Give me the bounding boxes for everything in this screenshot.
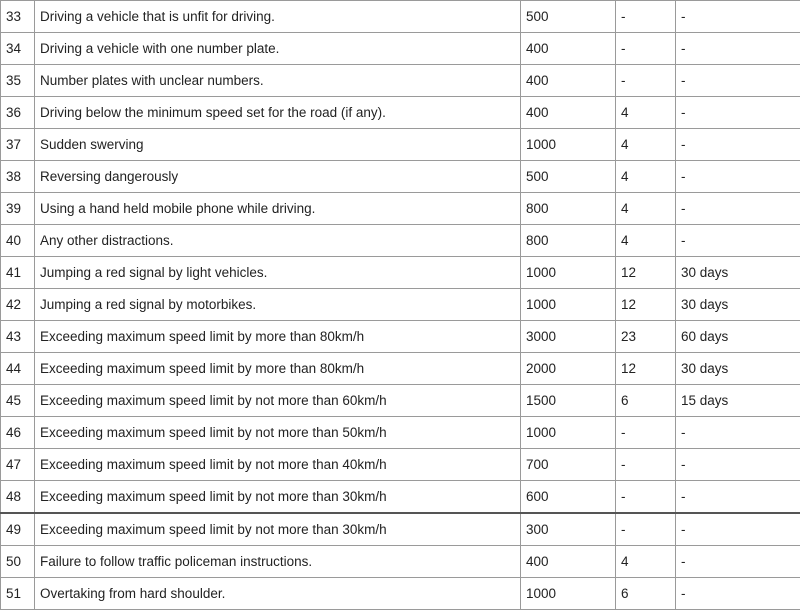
- black-points: 4: [616, 225, 676, 257]
- row-number: 45: [1, 385, 35, 417]
- fine-amount: 1000: [521, 129, 616, 161]
- impound-period: 15 days: [676, 385, 800, 417]
- table-row: [1, 385, 800, 417]
- table-row: [1, 33, 800, 65]
- offence-description: Exceeding maximum speed limit by not more than 40km/h: [35, 449, 521, 481]
- table-row: [1, 481, 800, 514]
- fine-amount: 2000: [521, 353, 616, 385]
- row-number: 48: [1, 481, 35, 514]
- row-number: 37: [1, 129, 35, 161]
- table-row: [1, 417, 800, 449]
- offence-description: Exceeding maximum speed limit by not more than 30km/h: [35, 481, 521, 514]
- offence-description: Exceeding maximum speed limit by not more than 50km/h: [35, 417, 521, 449]
- row-number: 51: [1, 578, 35, 610]
- offence-description: Jumping a red signal by light vehicles.: [35, 257, 521, 289]
- row-number: 40: [1, 225, 35, 257]
- black-points: 4: [616, 129, 676, 161]
- fine-amount: 1500: [521, 385, 616, 417]
- row-number: 43: [1, 321, 35, 353]
- fine-amount: 300: [521, 513, 616, 546]
- fine-amount: 400: [521, 65, 616, 97]
- black-points: -: [616, 65, 676, 97]
- offence-description: Number plates with unclear numbers.: [35, 65, 521, 97]
- black-points: 12: [616, 289, 676, 321]
- offence-description: Driving below the minimum speed set for the road (if any).: [35, 97, 521, 129]
- black-points: 4: [616, 97, 676, 129]
- fine-amount: 800: [521, 225, 616, 257]
- black-points: -: [616, 449, 676, 481]
- impound-period: -: [676, 129, 800, 161]
- impound-period: 30 days: [676, 257, 800, 289]
- offence-description: Exceeding maximum speed limit by not more than 30km/h: [35, 513, 521, 546]
- impound-period: -: [676, 97, 800, 129]
- impound-period: -: [676, 1, 800, 33]
- offence-description: Driving a vehicle with one number plate.: [35, 33, 521, 65]
- table-row: [1, 449, 800, 481]
- table-row: [1, 65, 800, 97]
- row-number: 46: [1, 417, 35, 449]
- black-points: 4: [616, 161, 676, 193]
- row-number: 38: [1, 161, 35, 193]
- black-points: -: [616, 33, 676, 65]
- impound-period: -: [676, 65, 800, 97]
- black-points: -: [616, 481, 676, 514]
- fine-amount: 1000: [521, 417, 616, 449]
- black-points: 12: [616, 353, 676, 385]
- table-row: [1, 129, 800, 161]
- row-number: 42: [1, 289, 35, 321]
- table-row: [1, 193, 800, 225]
- offence-description: Exceeding maximum speed limit by more than 80km/h: [35, 321, 521, 353]
- offence-description: Sudden swerving: [35, 129, 521, 161]
- row-number: 34: [1, 33, 35, 65]
- black-points: 4: [616, 546, 676, 578]
- row-number: 47: [1, 449, 35, 481]
- table-row: [1, 257, 800, 289]
- impound-period: 30 days: [676, 353, 800, 385]
- impound-period: 60 days: [676, 321, 800, 353]
- fine-amount: 500: [521, 161, 616, 193]
- impound-period: -: [676, 417, 800, 449]
- impound-period: -: [676, 449, 800, 481]
- impound-period: 30 days: [676, 289, 800, 321]
- black-points: -: [616, 513, 676, 546]
- offence-description: Failure to follow traffic policeman instructions.: [35, 546, 521, 578]
- black-points: 12: [616, 257, 676, 289]
- impound-period: -: [676, 578, 800, 610]
- impound-period: -: [676, 193, 800, 225]
- fine-amount: 400: [521, 33, 616, 65]
- row-number: 35: [1, 65, 35, 97]
- impound-period: -: [676, 225, 800, 257]
- fine-amount: 500: [521, 1, 616, 33]
- offence-description: Using a hand held mobile phone while driving.: [35, 193, 521, 225]
- fine-amount: 1000: [521, 289, 616, 321]
- offence-description: Jumping a red signal by motorbikes.: [35, 289, 521, 321]
- row-number: 41: [1, 257, 35, 289]
- table-row: [1, 289, 800, 321]
- black-points: 4: [616, 193, 676, 225]
- table-row: [1, 1, 800, 33]
- table-row: [1, 161, 800, 193]
- impound-period: -: [676, 161, 800, 193]
- fine-amount: 1000: [521, 578, 616, 610]
- table-row: [1, 546, 800, 578]
- table-row: [1, 513, 800, 546]
- black-points: 23: [616, 321, 676, 353]
- impound-period: -: [676, 546, 800, 578]
- row-number: 39: [1, 193, 35, 225]
- offence-description: Exceeding maximum speed limit by more than 80km/h: [35, 353, 521, 385]
- table-row: [1, 97, 800, 129]
- fine-amount: 800: [521, 193, 616, 225]
- offence-description: Overtaking from hard shoulder.: [35, 578, 521, 610]
- fines-table-body: [1, 1, 800, 610]
- black-points: 6: [616, 385, 676, 417]
- table-row: [1, 225, 800, 257]
- impound-period: -: [676, 513, 800, 546]
- row-number: 44: [1, 353, 35, 385]
- table-row: [1, 353, 800, 385]
- row-number: 33: [1, 1, 35, 33]
- fine-amount: 1000: [521, 257, 616, 289]
- black-points: 6: [616, 578, 676, 610]
- table-row: [1, 321, 800, 353]
- offence-description: Driving a vehicle that is unfit for driving.: [35, 1, 521, 33]
- offence-description: Any other distractions.: [35, 225, 521, 257]
- row-number: 36: [1, 97, 35, 129]
- impound-period: -: [676, 33, 800, 65]
- row-number: 49: [1, 513, 35, 546]
- fine-amount: 400: [521, 546, 616, 578]
- impound-period: -: [676, 481, 800, 514]
- fine-amount: 600: [521, 481, 616, 514]
- offence-description: Exceeding maximum speed limit by not more than 60km/h: [35, 385, 521, 417]
- offence-description: Reversing dangerously: [35, 161, 521, 193]
- fine-amount: 400: [521, 97, 616, 129]
- row-number: 50: [1, 546, 35, 578]
- table-row: [1, 578, 800, 610]
- black-points: -: [616, 417, 676, 449]
- black-points: -: [616, 1, 676, 33]
- fine-amount: 3000: [521, 321, 616, 353]
- fine-amount: 700: [521, 449, 616, 481]
